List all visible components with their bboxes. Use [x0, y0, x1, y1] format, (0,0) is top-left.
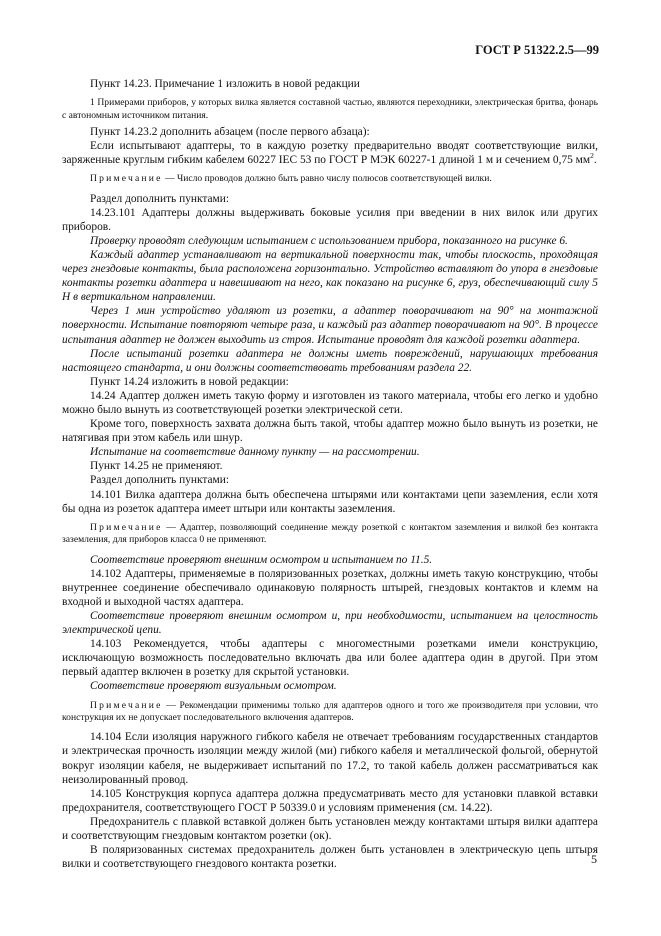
- paragraph: 14.102 Адаптеры, применяемые в поляризованных розетках, должны иметь такую конструкцию, чтобы внутреннее соединение обеспечивало одинаковую полярность штырей, гнездовых контактов и клемм на входной и выходной частях адаптера.: [62, 567, 598, 608]
- paragraph: Соответствие проверяют внешним осмотром и испытанием по 11.5.: [90, 553, 433, 566]
- paragraph: Пункт 14.24 изложить в новой редакции:: [90, 375, 289, 388]
- paragraph: 14.101 Вилка адаптера должна быть обеспечена штырями или контактами цепи заземления, если хотя бы одна из розеток адаптера имеет штыри или контакты заземления.: [62, 488, 598, 515]
- paragraph: Раздел дополнить пунктами:: [90, 474, 230, 487]
- paragraph: 14.104 Если изоляция наружного гибкого кабеля не отвечает требованиям государственных стандартов и электрическая прочность изоляции между жилой (ми) гибкого кабеля и металлической фольгой, обернутой вокруг изоляции кабеля, не выдерживает испытаний по 17.2, то такой кабель должен рассматриваться как неизолированный провод.: [62, 731, 598, 786]
- paragraph: [62, 139, 598, 167]
- paragraph: Пункт 14.23. Примечание 1 изложить в новой редакции: [90, 78, 360, 90]
- paragraph: 14.105 Конструкция корпуса адаптера должна предусматривать место для установки плавкой вставки предохранителя, соответствующего ГОСТ Р 50339.0 и условиям применения (см. 14.22).: [62, 787, 598, 814]
- note-label: Примечание: [90, 173, 163, 185]
- document-body: [62, 77, 598, 871]
- note-paragraph: [62, 700, 598, 725]
- paragraph: Испытание на соответствие данному пункту — на рассмотрении.: [90, 446, 420, 459]
- paragraph: Через 1 мин устройство удаляют из розетки, а адаптер поворачивают на 90° на монтажной поверхности. Испытание повторяют четыре раза, и каждый раз адаптер поворачивают на 90°. В процессе испытания адаптер не должен выходить из строя. Испытание проводят для каждой розетки адаптера.: [62, 305, 598, 346]
- text-run: Если испытывают адаптеры, то в каждую розетку предварительно вводят соответствующие вилки, заряженные круглым гибким кабелем 60227 IEC 53 по ГОСТ Р МЭК 60227-1 длиной 1 м и сечением 0,75 мм: [62, 140, 598, 167]
- paragraph: Соответствие проверяют внешним осмотром и, при необходимости, испытанием на целостность электрической цепи.: [62, 609, 598, 637]
- paragraph: Соответствие проверяют визуальным осмотром.: [90, 680, 337, 693]
- paragraph: Предохранитель с плавкой вставкой должен быть установлен между контактами штыря вилки адаптера и соответствующим гнездовым контактом розетки (ок).: [62, 815, 598, 842]
- text-run: .: [593, 154, 597, 167]
- paragraph: Раздел дополнить пунктами:: [90, 192, 230, 205]
- paragraph: 14.103 Рекомендуется, чтобы адаптеры с многоместными розетками имели конструкцию, исключающую возможность последовательно включать два или более адаптера один в другой. При этом первый адаптер включен в розетку для скрытой установки.: [62, 638, 598, 679]
- paragraph: После испытаний розетки адаптера не должны иметь повреждений, нарушающих требования настоящего стандарта, и они должны соответствовать требованиям раздела 22.: [62, 347, 598, 374]
- note-label: Примечание: [90, 521, 163, 533]
- note-paragraph: [62, 173, 598, 185]
- note-text: — Число проводов должно быть равно числу полюсов соответствующей вилки.: [162, 173, 492, 185]
- paragraph: Пункт 14.23.2 дополнить абзацем (после первого абзаца):: [90, 125, 370, 138]
- paragraph: В поляризованных системах предохранитель должен быть установлен в электрическую цепь штыря вилки и соответствующего гнездового контакта розетки.: [62, 844, 598, 871]
- note-paragraph: [62, 522, 598, 547]
- page-number: 5: [591, 852, 597, 866]
- note-text: — Рекомендации применимы только для адаптеров одного и того же производителя при условии, что конструкция их не допускает последовательного включения адаптеров.: [62, 699, 598, 723]
- note-text: — Адаптер, позволяющий соединение между розеткой с контактом заземления и вилкой без контакта заземления, для приборов класса 0 не применяют.: [62, 521, 598, 546]
- note-label: Примечание: [90, 699, 163, 711]
- paragraph: 14.24 Адаптер должен иметь такую форму и изготовлен из такого материала, чтобы его легко и удобно можно было вынуть из соответствующей розетки электрической сети.: [62, 389, 598, 416]
- paragraph: Пункт 14.25 не применяют.: [90, 460, 223, 473]
- paragraph: Каждый адаптер устанавливают на вертикальной поверхности так, чтобы плоскость, проходящая через гнездовые контакты, была расположена горизонтально. Устройство вставляют до упора в гнездовые контакты розетки адаптера и навешивают на него, как показано на рисунке 6, груз, обеспечивающий силу 5 Н в вертикальном направлении.: [62, 248, 598, 304]
- paragraph: 14.23.101 Адаптеры должны выдерживать боковые усилия при введении в них вилок или других приборов.: [62, 206, 598, 233]
- paragraph: Кроме того, поверхность захвата должна быть такой, чтобы адаптер можно было вынуть из розетки, не натягивая при этом кабель или шнур.: [62, 418, 598, 445]
- document-code: ГОСТ Р 51322.2.5—99: [475, 43, 599, 57]
- note-paragraph: 1 Примерами приборов, у которых вилка является составной частью, являются переходники, электрическая бритва, фонарь с автономным источником питания.: [62, 97, 598, 121]
- superscript: 2: [590, 151, 594, 161]
- paragraph: Проверку проводят следующим испытанием с использованием прибора, показанного на рисунке 6.: [90, 234, 568, 247]
